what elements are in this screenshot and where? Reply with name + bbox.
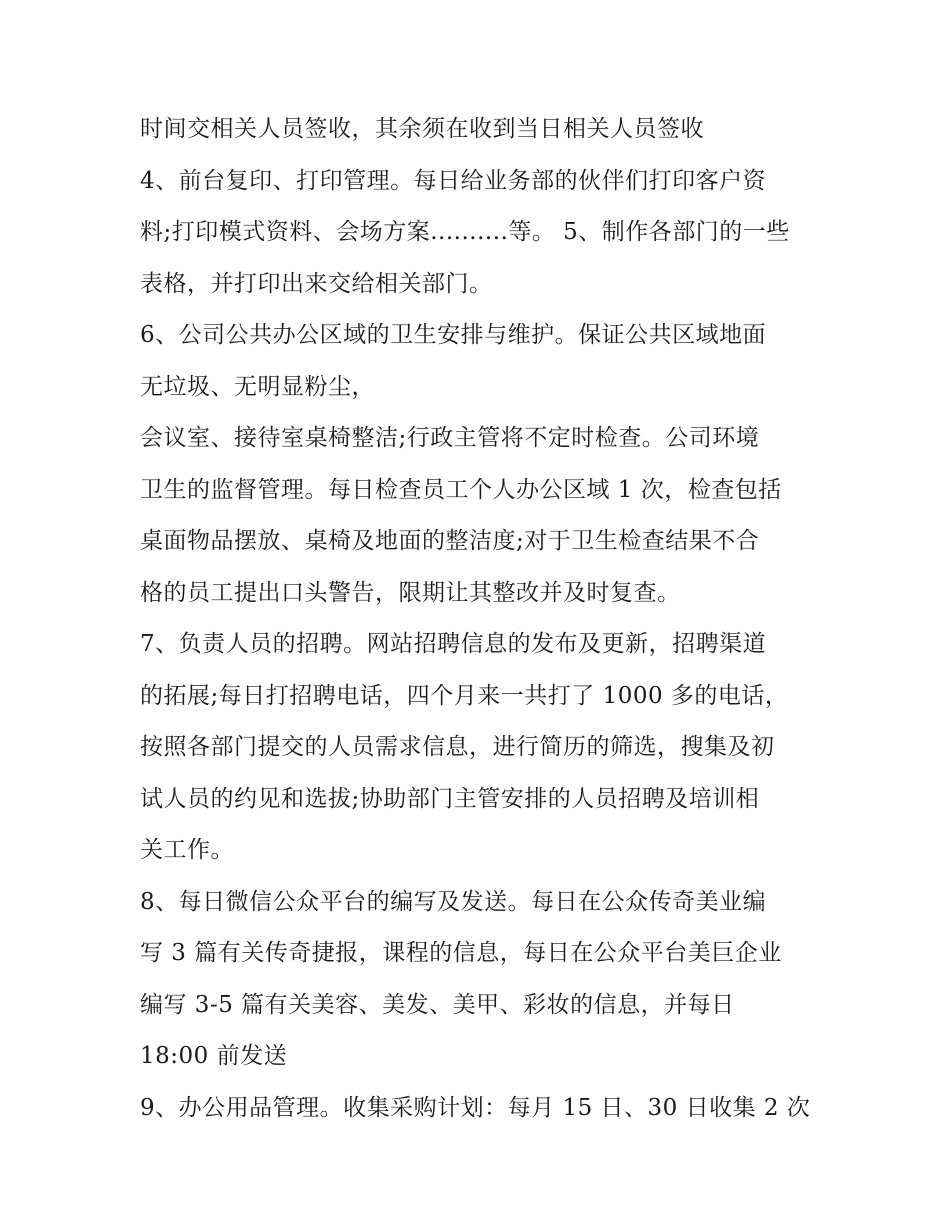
document-body (140, 108, 820, 1138)
text-line: 无垃圾、无明显粉尘， (140, 373, 375, 400)
text-line: 的拓展;每日打招聘电话，四个月来一共打了 1000 多的电话， (140, 682, 789, 709)
text-line: 会议室、接待室桌椅整洁;行政主管将不定时检查。公司环境 (140, 425, 760, 451)
text-line: 9、办公用品管理。收集采购计划：每月 15 日、30 日收集 2 次 (140, 1094, 811, 1121)
text-line: 18:00 前发送 (140, 1043, 288, 1069)
text-line: 桌面物品摆放、桌椅及地面的整洁度;对于卫生检查结果不合 (140, 528, 760, 554)
text-line: 试人员的约见和选拔;协助部门主管安排的人员招聘及培训相 (140, 785, 760, 812)
text-line: 料;打印模式资料、会场方案..........等。 5、制作各部门的一些 (140, 219, 790, 245)
text-line: 7、负责人员的招聘。网站招聘信息的发布及更新，招聘渠道 (140, 631, 767, 657)
text-line: 时间交相关人员签收，其余须在收到当日相关人员签收 (140, 116, 704, 142)
text-line: 写 3 篇有关传奇捷报，课程的信息，每日在公众平台美巨企业 (140, 940, 782, 966)
text-line: 6、公司公共办公区域的卫生安排与维护。保证公共区域地面 (140, 322, 767, 348)
text-line: 4、前台复印、打印管理。每日给业务部的伙伴们打印客户资 (140, 167, 767, 194)
text-line: 格的员工提出口头警告，限期让其整改并及时复查。 (140, 579, 681, 606)
text-line: 表格，并打印出来交给相关部门。 (140, 270, 493, 297)
text-line: 编写 3-5 篇有关美容、美发、美甲、彩妆的信息，并每日 (140, 991, 735, 1018)
text-line: 关工作。 (140, 837, 234, 863)
text-line: 8、每日微信公众平台的编写及发送。每日在公众传奇美业编 (140, 888, 767, 915)
text-line: 卫生的监督管理。每日检查员工个人办公区域 1 次，检查包括 (140, 476, 782, 503)
text-line: 按照各部门提交的人员需求信息，进行简历的筛选，搜集及初 (140, 734, 775, 760)
